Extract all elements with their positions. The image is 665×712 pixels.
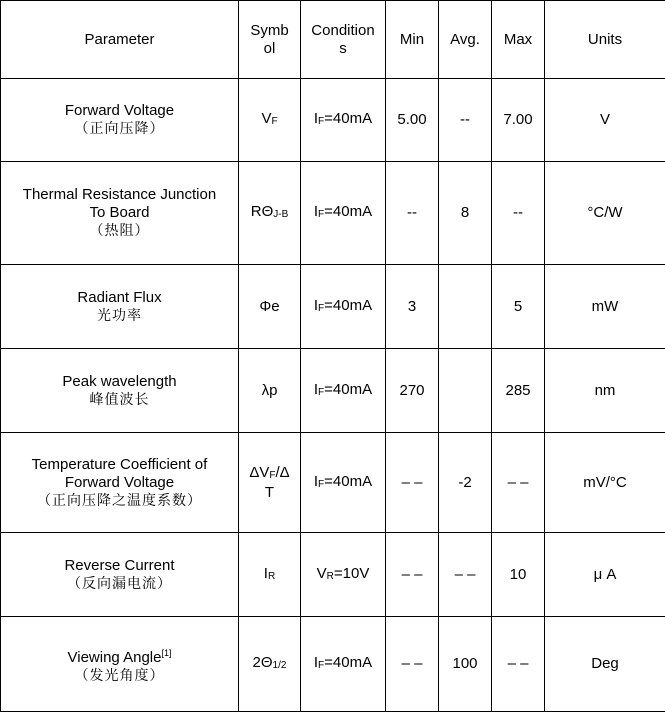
table-row (1, 349, 665, 433)
footnote-ref: [1] (161, 648, 171, 658)
min-cell: 270 (386, 349, 439, 433)
condition-cell: $I_F=40mA$ (301, 79, 386, 162)
parameter-cell (1, 617, 239, 712)
table-row (1, 162, 665, 265)
parameter-name: Thermal Resistance Junction (3, 186, 236, 204)
header-conditions: Condition s (301, 1, 386, 79)
parameter-cell (1, 162, 239, 265)
min-cell: – – (386, 533, 439, 617)
parameter-cell (1, 433, 239, 533)
max-cell: 7.00 (492, 79, 545, 162)
avg-cell: 100 (439, 617, 492, 712)
min-cell: 3 (386, 265, 439, 349)
parameter-name: Reverse Current (3, 557, 236, 575)
avg-cell (439, 349, 492, 433)
symbol-cell: $R\Theta_{J-B}$ (239, 162, 301, 265)
parameter-name-cn: （正向压降之温度系数） (3, 492, 236, 510)
condition-cell: $V_R=10V$ (301, 533, 386, 617)
parameter-name: Radiant Flux (3, 289, 236, 307)
parameter-name-cn: 峰值波长 (3, 391, 236, 409)
min-cell: 5.00 (386, 79, 439, 162)
condition-cell: $I_F=40mA$ (301, 433, 386, 533)
units-cell: Deg (545, 617, 665, 712)
symbol-cell: $2\Theta_{1/2}$ (239, 617, 301, 712)
min-cell: -- (386, 162, 439, 265)
condition-cell: $I_F=40mA$ (301, 265, 386, 349)
parameter-cell (1, 265, 239, 349)
header-symbol: Symb ol (239, 1, 301, 79)
condition-cell: $I_F=40mA$ (301, 349, 386, 433)
parameter-cell (1, 79, 239, 162)
avg-cell: – – (439, 533, 492, 617)
parameter-name: Viewing Angle[1] (3, 644, 236, 667)
symbol-cell: $I_R$ (239, 533, 301, 617)
symbol-cell: λp (239, 349, 301, 433)
parameter-name-cn: （发光角度） (3, 667, 236, 685)
units-cell: nm (545, 349, 665, 433)
max-cell: 5 (492, 265, 545, 349)
max-cell: -- (492, 162, 545, 265)
table-row (1, 617, 665, 712)
units-cell: mV/°C (545, 433, 665, 533)
min-cell: – – (386, 617, 439, 712)
table-row (1, 79, 665, 162)
symbol-cell: $V_F$ (239, 79, 301, 162)
parameter-name-cn: （反向漏电流） (3, 575, 236, 593)
parameter-name-cn: （正向压降） (3, 120, 236, 138)
header-min: Min (386, 1, 439, 79)
units-cell: mW (545, 265, 665, 349)
avg-cell: -2 (439, 433, 492, 533)
units-cell: °C/W (545, 162, 665, 265)
header-parameter: Parameter (1, 1, 239, 79)
table-row (1, 533, 665, 617)
parameter-name: Forward Voltage (3, 102, 236, 120)
parameter-name: Forward Voltage (3, 474, 236, 492)
units-cell: V (545, 79, 665, 162)
symbol-cell: $\Delta V_F/\Delta$ T (239, 433, 301, 533)
parameter-name: Peak wavelength (3, 373, 236, 391)
condition-cell: $I_F=40mA$ (301, 617, 386, 712)
max-cell: – – (492, 433, 545, 533)
max-cell: – – (492, 617, 545, 712)
avg-cell: -- (439, 79, 492, 162)
parameter-cell (1, 533, 239, 617)
header-units: Units (545, 1, 665, 79)
parameter-name-cn: 光功率 (3, 307, 236, 325)
table-row (1, 433, 665, 533)
table-row (1, 265, 665, 349)
min-cell: – – (386, 433, 439, 533)
parameter-name: Temperature Coefficient of (3, 456, 236, 474)
condition-cell: $I_F=40mA$ (301, 162, 386, 265)
header-avg: Avg. (439, 1, 492, 79)
parameter-name: To Board (3, 204, 236, 222)
max-cell: 285 (492, 349, 545, 433)
header-row (1, 1, 665, 79)
units-cell: μ A (545, 533, 665, 617)
parameter-name-cn: （热阻） (3, 222, 236, 240)
max-cell: 10 (492, 533, 545, 617)
symbol-cell: Φe (239, 265, 301, 349)
avg-cell (439, 265, 492, 349)
header-max: Max (492, 1, 545, 79)
avg-cell: 8 (439, 162, 492, 265)
parameter-cell (1, 349, 239, 433)
